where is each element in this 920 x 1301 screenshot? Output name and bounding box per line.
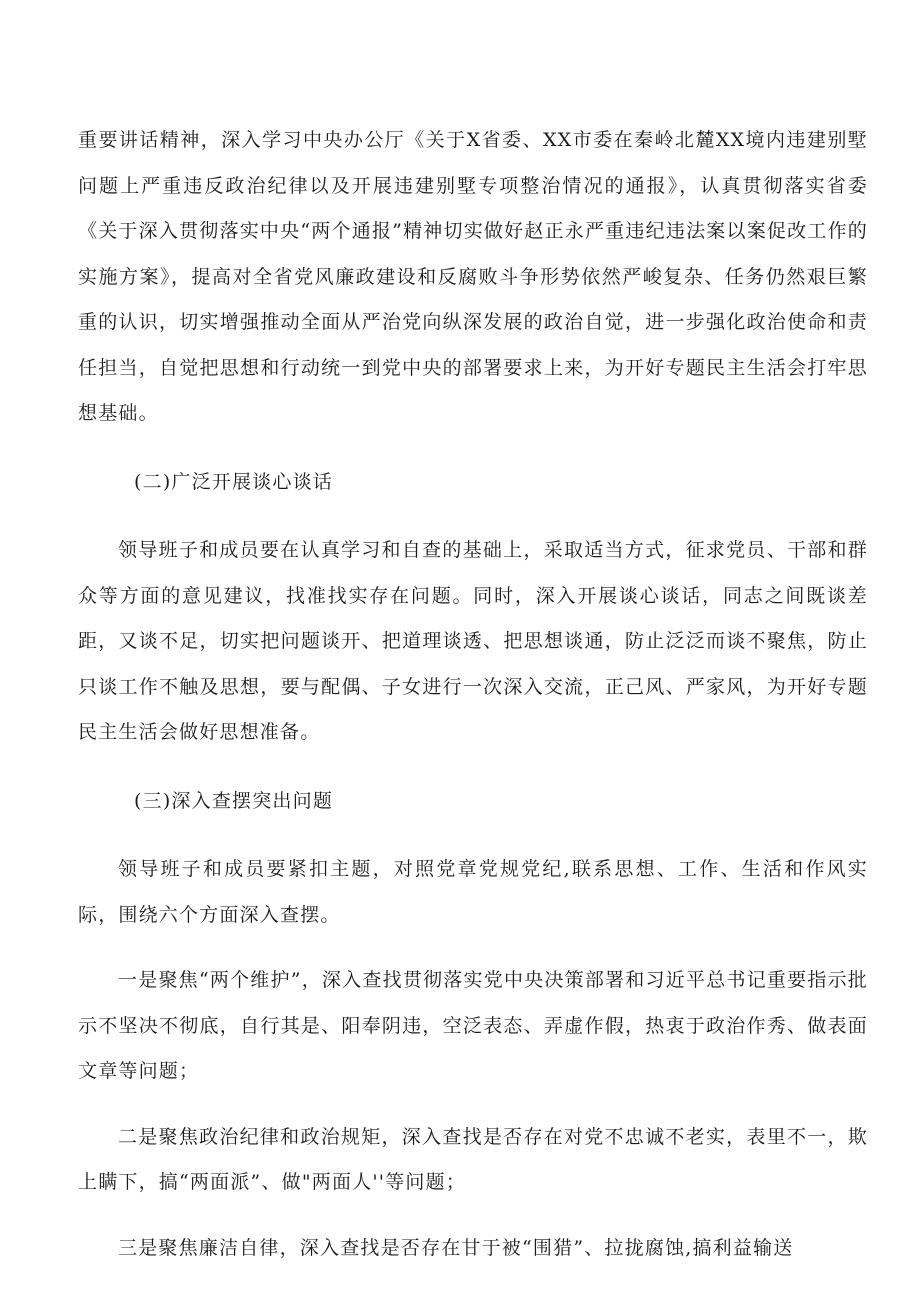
paragraph-heart-to-heart-talks: 领导班子和成员要在认真学习和自查的基础上，采取适当方式，征求党员、干部和群众等方面的意见建议，找准找实存在问题。同时，深入开展谈心谈话，同志之间既谈差距，又谈不足，切实把问题谈开、把道理谈透、把思想谈通，防止泛泛而谈不聚焦，防止只谈工作不触及思想，要与配偶、子女进行一次深入交流，正己风、严家风，为开好专题民主生活会做好思想准备。: [78, 539, 868, 743]
section-heading-heart-to-heart-talks: (二)广泛开展谈心谈话: [134, 470, 334, 493]
section-heading-find-problems: (三)深入查摆突出问题: [134, 789, 334, 812]
spacer: [78, 938, 868, 958]
paragraph-item-integrity: 三是聚焦廉洁自律，深入查找是否存在甘于被“围猎”、拉拢腐蚀,搞利益输送: [118, 1236, 794, 1259]
spacer: [78, 1206, 868, 1226]
spacer: [78, 756, 868, 779]
spacer: [78, 824, 868, 847]
paragraph-study-spirit: 重要讲话精神，深入学习中央办公厅《关于X省委、XX市委在秦岭北麓XX境内违建别墅问题上严重违反政治纪律以及开展违建别墅专项整治情况的通报》，认真贯彻落实省委《关于深入贯彻落实中央“两个通报”精神切实做好赵正永严重违纪违法案以案促改工作的实施方案》，提高对全省党风廉政建设和反腐败斗争形势依然严峻复杂、任务仍然艰巨繁重的认识，切实增强推动全面从严治党向纵深发展的政治自觉，进一步强化政治使命和责任担当，自觉把思想和行动统一到党中央的部署要求上来，为开好专题民主生活会打牢思想基础。: [78, 129, 868, 424]
paragraph-find-problems-intro: 领导班子和成员要紧扣主题，对照党章党规党纪,联系思想、工作、生活和作风实际，围绕六个方面深入查摆。: [78, 858, 868, 926]
paragraph-item-political-discipline: 二是聚焦政治纪律和政治规矩，深入查找是否存在对党不忠诚不老实，表里不一，欺上瞒下，搞“两面派”、做"两面人''等问题；: [78, 1125, 868, 1193]
paragraph-item-two-safeguards: 一是聚焦“两个维护”，深入查找贯彻落实党中央决策部署和习近平总书记重要指示批示不坚决不彻底，自行其是、阳奉阴违，空泛表态、弄虚作假，热衷于政治作秀、做表面文章等问题；: [78, 969, 868, 1082]
spacer: [78, 505, 868, 528]
document-page: [78, 118, 868, 1271]
spacer: [78, 1095, 868, 1115]
spacer: [78, 437, 868, 460]
